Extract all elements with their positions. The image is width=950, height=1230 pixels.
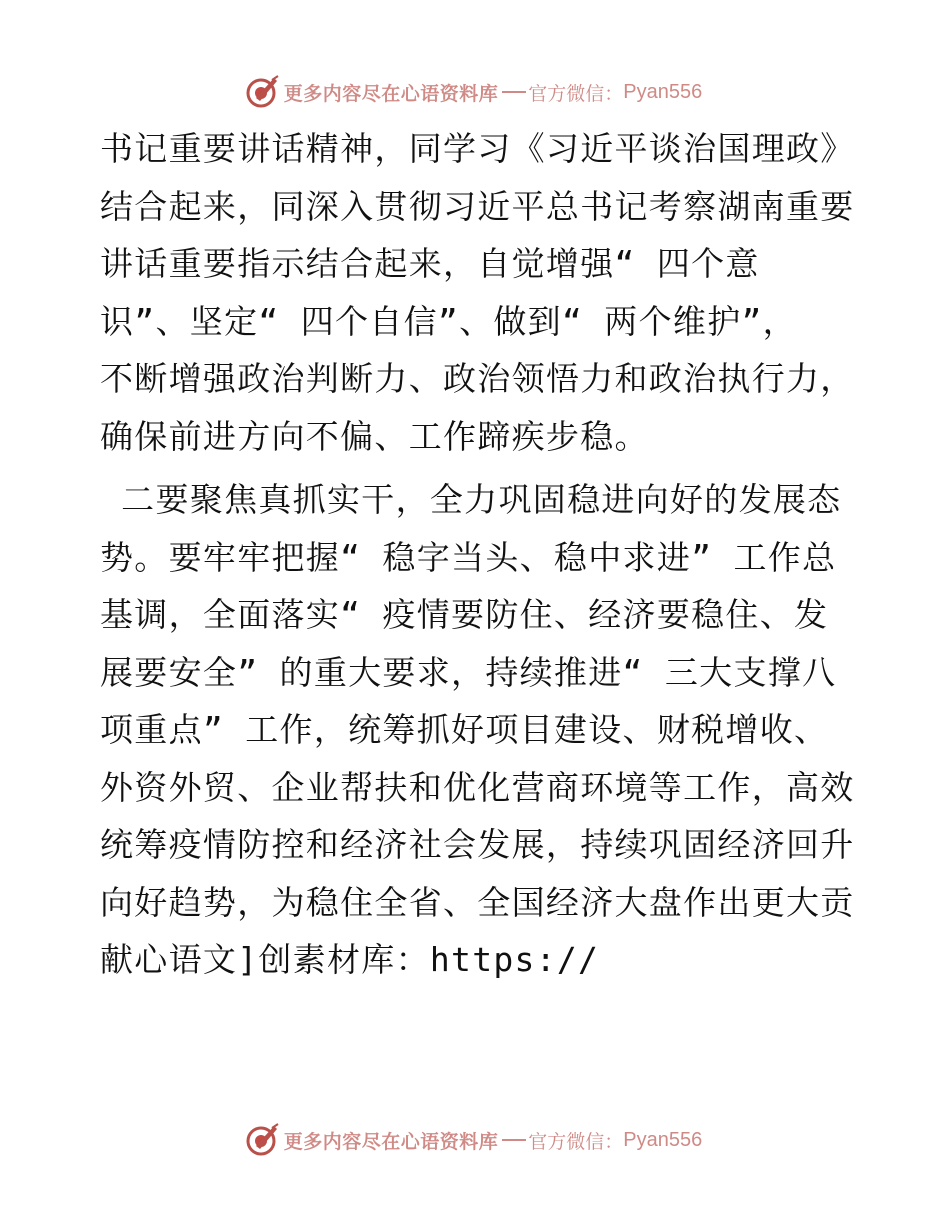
quill-logo-icon [244,1122,280,1158]
text-line: 二要聚焦真抓实干，全力巩固稳进向好的发展态 [100,480,842,519]
text-line: 讲话重要指示结合起来，自觉增强“ 四个意 [100,244,760,283]
banner-wechat-id: Pyan556 [623,1128,703,1151]
text-line: 书记重要讲话精神，同学习《习近平谈治国理政》 [100,129,855,168]
text-line: 识”、坚定“ 四个自信”、做到“ 两个维护”， [100,301,797,341]
banner-headline: 更多内容尽在心语资料库 [283,1130,499,1153]
banner-wechat-id: Pyan556 [623,80,703,103]
text-line: 确保前进方向不偏、工作蹄疾步稳。 [100,416,649,456]
text-line: 统筹疫情防控和经济社会发展，持续巩固经济回升 [100,825,855,864]
text-line: 展要安全” 的重大要求，持续推进“ 三大支撑八 [100,652,837,692]
banner-label: 官方微信： [528,1130,624,1153]
text-line: 向好趋势，为稳住全省、全国经济大盘作出更大贡 [100,882,855,922]
footer-banner [0,1120,950,1160]
banner-headline: 更多内容尽在心语资料库 [283,82,499,105]
quill-logo-icon [244,74,280,110]
document-body [100,120,860,989]
text-line: 不断增强政治判断力、政治领悟力和政治执行力， [100,359,855,398]
text-line: 势。要牢牢把握“ 稳字当头、稳中求进” 工作总 [100,537,837,577]
banner-dash [502,1139,526,1141]
text-line: 基调，全面落实“ 疫情要防住、经济要稳住、发 [100,595,829,634]
text-line: 项重点” 工作，统筹抓好项目建设、财税增收、 [100,710,829,749]
paragraph-2 [100,471,860,989]
header-banner [0,72,950,112]
banner-label: 官方微信： [528,82,624,105]
text-line: 外资外贸、企业帮扶和优化营商环境等工作，高效 [100,767,855,807]
paragraph-1 [100,120,860,465]
text-line: 结合起来，同深入贯彻习近平总书记考察湖南重要 [100,186,855,226]
text-line: 献心语文]创素材库：https:// [100,940,600,979]
banner-dash [502,91,526,93]
